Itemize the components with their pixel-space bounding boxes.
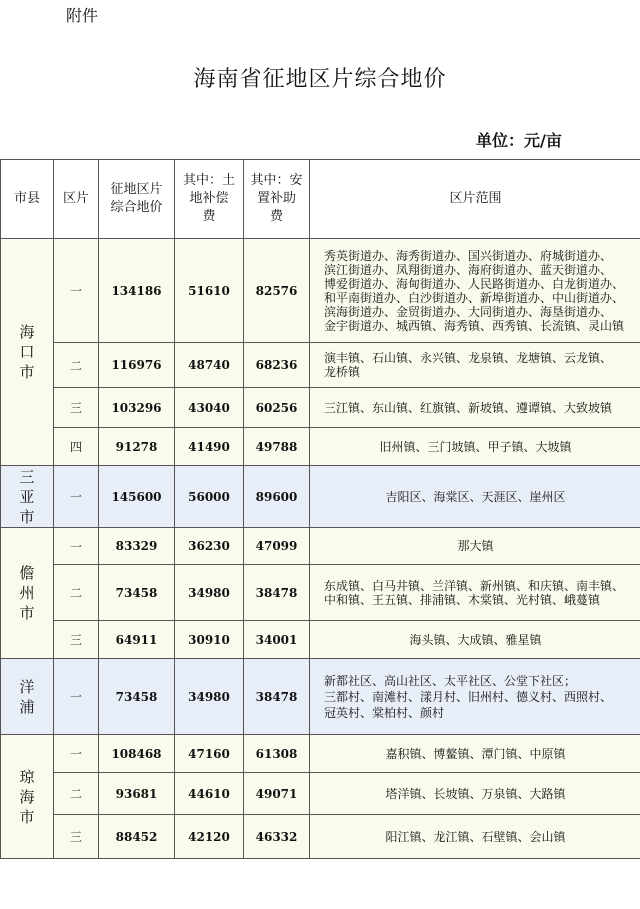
resettle-cell: 38478 xyxy=(244,565,310,621)
land-cell: 51610 xyxy=(175,239,244,343)
zone-cell: 一 xyxy=(54,735,99,773)
resettle-cell: 60256 xyxy=(244,388,310,428)
price-cell: 88452 xyxy=(99,815,175,859)
zone-cell: 一 xyxy=(54,528,99,565)
zone-cell: 四 xyxy=(54,428,99,466)
scope-cell: 嘉积镇、博鳌镇、潭门镇、中原镇 xyxy=(310,735,640,773)
table-row xyxy=(1,659,640,735)
price-cell: 134186 xyxy=(99,239,175,343)
resettle-cell: 68236 xyxy=(244,343,310,388)
header-land-compensation: 其中：土 地补偿 费 xyxy=(175,160,244,239)
price-cell: 73458 xyxy=(99,659,175,735)
resettle-cell: 38478 xyxy=(244,659,310,735)
scope-cell: 吉阳区、海棠区、天涯区、崖州区 xyxy=(310,466,640,528)
city-cell: 洋 浦 xyxy=(1,659,54,735)
scope-cell: 海头镇、大成镇、雅星镇 xyxy=(310,621,640,659)
table-row xyxy=(1,466,640,528)
land-cell: 48740 xyxy=(175,343,244,388)
resettle-cell: 47099 xyxy=(244,528,310,565)
city-group-yangpu xyxy=(1,659,640,735)
city-cell: 三 亚 市 xyxy=(1,466,54,528)
city-cell: 海 口 市 xyxy=(1,239,54,466)
table-row xyxy=(1,388,640,428)
table-row xyxy=(1,239,640,343)
attachment-label: 附件 xyxy=(66,6,99,25)
header-resettlement-subsidy: 其中：安 置补助 费 xyxy=(244,160,310,239)
zone-cell: 一 xyxy=(54,466,99,528)
zone-cell: 一 xyxy=(54,239,99,343)
price-cell: 103296 xyxy=(99,388,175,428)
header-scope: 区片范围 xyxy=(310,160,640,239)
zone-cell: 二 xyxy=(54,343,99,388)
scope-cell: 新都社区、高山社区、太平社区、公堂下社区； 三都村、南滩村、漾月村、旧州村、德义村、西照村、 冠英村、棠柏村、颜村 xyxy=(310,659,640,735)
table-row xyxy=(1,528,640,565)
table-row xyxy=(1,428,640,466)
scope-cell: 塔洋镇、长坡镇、万泉镇、大路镇 xyxy=(310,773,640,815)
scope-cell: 旧州镇、三门坡镇、甲子镇、大坡镇 xyxy=(310,428,640,466)
land-cell: 30910 xyxy=(175,621,244,659)
zone-cell: 二 xyxy=(54,773,99,815)
header-zone: 区片 xyxy=(54,160,99,239)
scope-cell: 东成镇、白马井镇、兰洋镇、新州镇、和庆镇、南丰镇、 中和镇、王五镇、排浦镇、木棠镇、光村镇、峨蔓镇 xyxy=(310,565,640,621)
city-cell: 儋 州 市 xyxy=(1,528,54,659)
resettle-cell: 89600 xyxy=(244,466,310,528)
price-cell: 93681 xyxy=(99,773,175,815)
table-row xyxy=(1,735,640,773)
price-cell: 64911 xyxy=(99,621,175,659)
land-cell: 42120 xyxy=(175,815,244,859)
city-group-sanya xyxy=(1,466,640,528)
price-cell: 108468 xyxy=(99,735,175,773)
table-row xyxy=(1,815,640,859)
land-cell: 56000 xyxy=(175,466,244,528)
table-row xyxy=(1,343,640,388)
resettle-cell: 46332 xyxy=(244,815,310,859)
resettle-cell: 82576 xyxy=(244,239,310,343)
table-row xyxy=(1,621,640,659)
header-city: 市县 xyxy=(1,160,54,239)
price-cell: 91278 xyxy=(99,428,175,466)
city-cell: 琼 海 市 xyxy=(1,735,54,859)
zone-cell: 一 xyxy=(54,659,99,735)
land-cell: 43040 xyxy=(175,388,244,428)
land-cell: 34980 xyxy=(175,659,244,735)
scope-cell: 那大镇 xyxy=(310,528,640,565)
price-cell: 73458 xyxy=(99,565,175,621)
zone-cell: 二 xyxy=(54,565,99,621)
price-cell: 83329 xyxy=(99,528,175,565)
scope-cell: 演丰镇、石山镇、永兴镇、龙泉镇、龙塘镇、云龙镇、 龙桥镇 xyxy=(310,343,640,388)
price-cell: 145600 xyxy=(99,466,175,528)
scope-cell: 秀英街道办、海秀街道办、国兴街道办、府城街道办、 滨江街道办、凤翔街道办、海府街道办、蓝天街道办、 博爱街道办、海甸街道办、人民路街道办、白龙街道办、 和平南街道办、白沙街道办、新埠街道办、中山街道办、 滨海街道办、金贸街道办、大同街道办、海垦街道办、 金宇街道办、城西镇、海秀镇、西秀镇、长流镇、灵山镇 xyxy=(310,239,640,343)
land-price-table xyxy=(0,159,640,859)
land-cell: 41490 xyxy=(175,428,244,466)
unit-label: 单位：元/亩 xyxy=(476,131,562,150)
zone-cell: 三 xyxy=(54,621,99,659)
table-row xyxy=(1,773,640,815)
resettle-cell: 49071 xyxy=(244,773,310,815)
table-row xyxy=(1,565,640,621)
land-cell: 44610 xyxy=(175,773,244,815)
zone-cell: 三 xyxy=(54,815,99,859)
price-cell: 116976 xyxy=(99,343,175,388)
resettle-cell: 34001 xyxy=(244,621,310,659)
land-cell: 34980 xyxy=(175,565,244,621)
header-price: 征地区片 综合地价 xyxy=(99,160,175,239)
city-group-qionghai xyxy=(1,735,640,859)
land-cell: 47160 xyxy=(175,735,244,773)
city-group-haikou xyxy=(1,239,640,466)
scope-cell: 三江镇、东山镇、红旗镇、新坡镇、遵谭镇、大致坡镇 xyxy=(310,388,640,428)
page-title: 海南省征地区片综合地价 xyxy=(193,67,447,92)
city-group-danzhou xyxy=(1,528,640,659)
land-cell: 36230 xyxy=(175,528,244,565)
scope-cell: 阳江镇、龙江镇、石壁镇、会山镇 xyxy=(310,815,640,859)
resettle-cell: 61308 xyxy=(244,735,310,773)
resettle-cell: 49788 xyxy=(244,428,310,466)
zone-cell: 三 xyxy=(54,388,99,428)
